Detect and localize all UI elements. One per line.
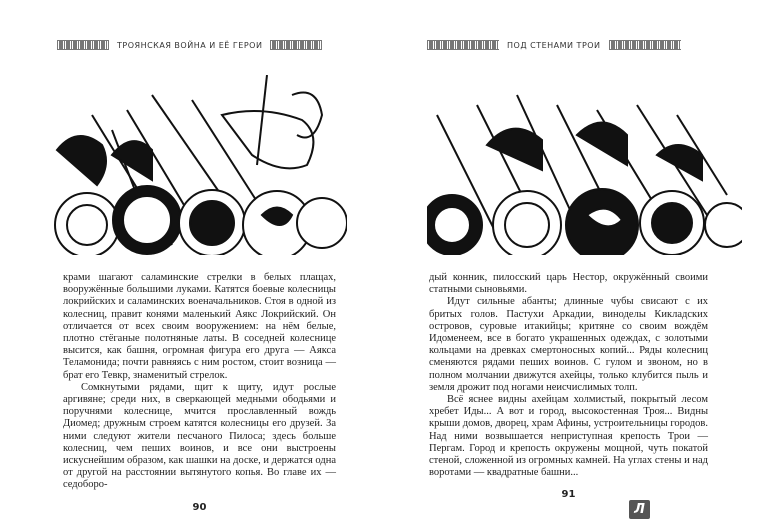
- meander-border: [270, 40, 322, 50]
- left-page-body: [63, 272, 336, 514]
- paragraph: дый конник, пилосский царь Нестор, окружённый своими статными сыновьями.: [429, 272, 708, 296]
- page-number: 91: [561, 489, 576, 501]
- meander-border: [609, 40, 681, 50]
- right-running-head: [427, 40, 681, 50]
- paragraph: Идут сильные абанты; длинные чубы свисают с их бритых голов. Пастухи Аркадии, виноделы Кикладских островов, суровые итакийцы; критяне со своим вождём Идоменеем, все в богато украшенных одеждах, с золотыми кольцами на древках смертоносных копий... Ряды колесниц сменяются рядами пеших воинов. С гулом и звоном, но в полном молчании движутся ахейцы, только клубится пыль и земля дрожит под ногами неисчислимых толп.: [429, 296, 708, 393]
- paragraph: Всё яснее видны ахейцам холмистый, покрытый лесом хребет Иды... А вот и город, высокостенная Троя... Видны крыши домов, дворец, храм Афины, устроительницы городов. Над ними возвышается неприступная крепость Трои — Пергам. Город и крепость окружены мощной, чуть покатой стеной, сложенной из огромных камней. На углах стены и над воротами — квадратные башни...: [429, 394, 708, 479]
- paragraph: крами шагают саламинские стрелки в белых плащах, вооружённые большими луками. Катятся боевые колесницы локрийских и саламинских военачальников. Стоя в одной из колесниц, правит конями маленький Аякс Локрийский. Он отличается от всех своим вооружением: на нём белые, плотно стёганые полотняные латы. В соседней колеснице высится, как башня, огромная фигура его друга — Аякса Теламонида; почти равняясь с ним ростом, стоит возница — брат его Тевкр, знаменитый стрелок.: [63, 272, 336, 381]
- right-page-body: [429, 272, 708, 501]
- watermark-logo: Л: [629, 500, 650, 519]
- left-running-head-title: ТРОЯНСКАЯ ВОЙНА И ЕЁ ГЕРОИ: [117, 40, 263, 50]
- warriors-chariot-illustration: [52, 75, 347, 255]
- right-running-head-title: ПОД СТЕНАМИ ТРОИ: [507, 40, 601, 50]
- paragraph: Сомкнутыми рядами, щит к щиту, идут рослые аргивяне; среди них, в сверкающей медными ободьями и поручнями колеснице, мчится прославленный вождь Диомед; дружным строем катятся колесницы его друзей. За ними следуют жители песчаного Пилоса; здесь больше колесниц, чем пеших воинов, и все они выстроены искуснейшим образом, как шашки на доске, и держатся одна от другой на расстоянии вытянутого копья. Во главе их — седоборо-: [63, 381, 336, 491]
- left-running-head: [57, 40, 322, 50]
- page-number: 90: [192, 501, 207, 513]
- meander-border: [57, 40, 109, 50]
- right-page: [385, 0, 770, 521]
- meander-border: [427, 40, 499, 50]
- warriors-shields-illustration: [427, 75, 742, 255]
